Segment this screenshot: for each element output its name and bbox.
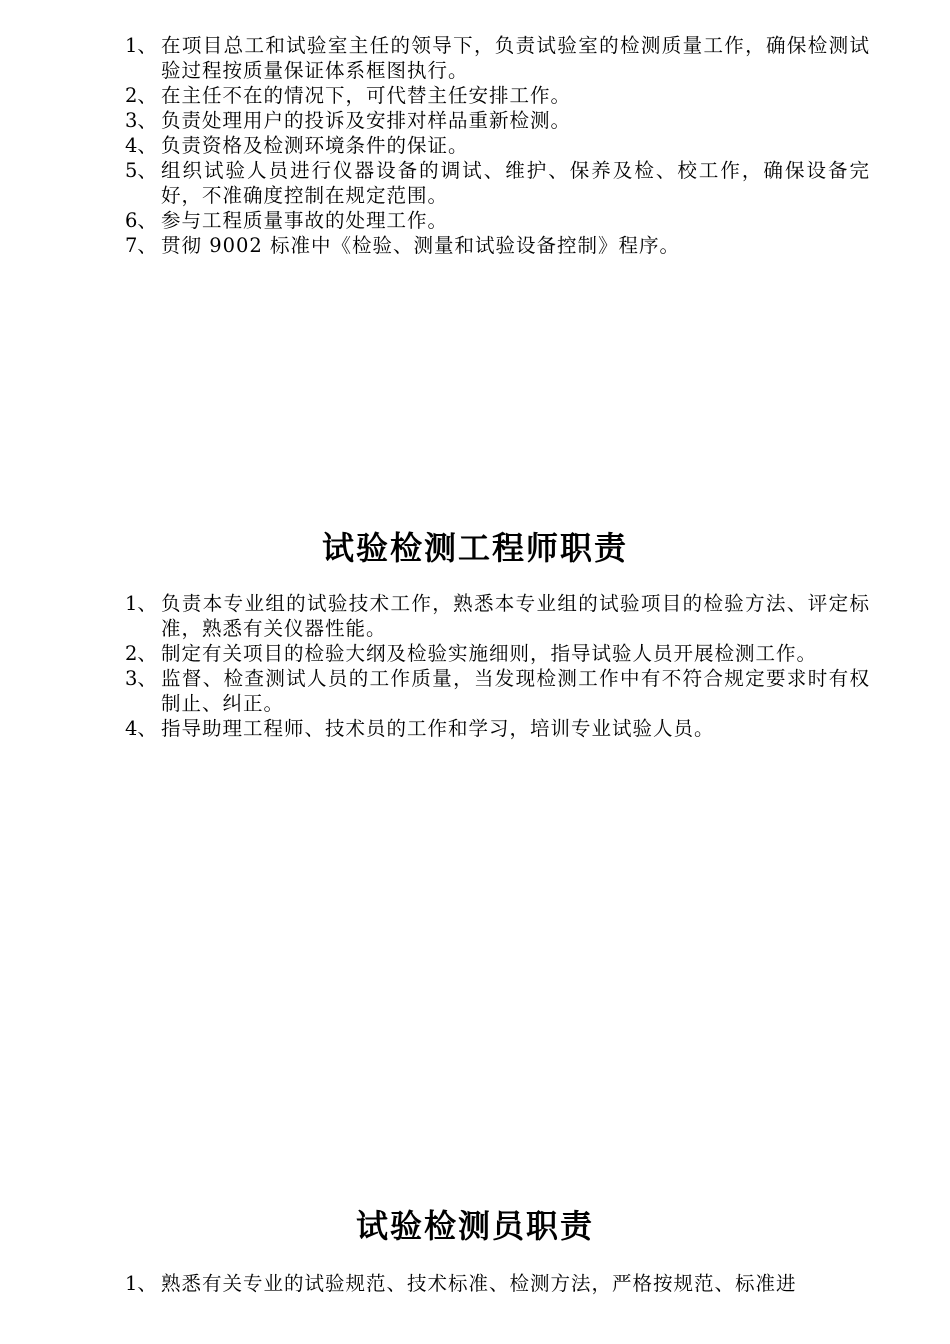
list-item (125, 641, 870, 666)
section-title-inspector: 试验检测员职责 (355, 1207, 594, 1245)
list-item (125, 1271, 870, 1296)
item-text: 贯彻 9002 标准中《检验、测量和试验设备控制》程序。 (161, 234, 681, 257)
list-item (125, 133, 870, 158)
responsibility-list-3 (125, 1271, 870, 1296)
item-number: 5、 (125, 159, 157, 182)
item-number: 1、 (125, 1272, 157, 1295)
item-text: 负责本专业组的试验技术工作，熟悉本专业组的试验项目的检验方法、评定标准，熟悉有关仪器性能。 (161, 592, 870, 640)
list-item (125, 83, 870, 108)
item-text: 制定有关项目的检验大纲及检验实施细则，指导试验人员开展检测工作。 (161, 642, 818, 665)
item-number: 3、 (125, 109, 157, 132)
item-number: 7、 (125, 234, 157, 257)
item-number: 6、 (125, 209, 157, 232)
item-text: 在主任不在的情况下，可代替主任安排工作。 (161, 84, 572, 107)
section-title-engineer: 试验检测工程师职责 (321, 529, 628, 567)
item-text: 指导助理工程师、技术员的工作和学习，培训专业试验人员。 (161, 717, 715, 740)
item-number: 2、 (125, 84, 157, 107)
list-item (125, 591, 870, 641)
item-number: 1、 (125, 592, 157, 615)
list-item (125, 716, 870, 741)
item-number: 4、 (125, 717, 157, 740)
list-item (125, 33, 870, 83)
item-text: 在项目总工和试验室主任的领导下，负责试验室的检测质量工作，确保检测试验过程按质量保证体系框图执行。 (161, 34, 870, 82)
list-item (125, 158, 870, 208)
list-item (125, 666, 870, 716)
list-item (125, 108, 870, 133)
responsibility-list-2 (125, 591, 870, 741)
item-number: 2、 (125, 642, 157, 665)
item-text: 负责处理用户的投诉及安排对样品重新检测。 (161, 109, 572, 132)
item-number: 1、 (125, 34, 157, 57)
item-text: 负责资格及检测环境条件的保证。 (161, 134, 469, 157)
item-text: 监督、检查测试人员的工作质量，当发现检测工作中有不符合规定要求时有权制止、纠正。 (161, 667, 870, 715)
item-text: 参与工程质量事故的处理工作。 (161, 209, 449, 232)
item-text: 熟悉有关专业的试验规范、技术标准、检测方法，严格按规范、标准进 (161, 1272, 797, 1295)
item-number: 4、 (125, 134, 157, 157)
item-number: 3、 (125, 667, 157, 690)
list-item (125, 208, 870, 233)
list-item (125, 233, 870, 258)
item-text: 组织试验人员进行仪器设备的调试、维护、保养及检、校工作，确保设备完好，不准确度控制在规定范围。 (161, 159, 870, 207)
responsibility-list-1 (125, 33, 870, 258)
